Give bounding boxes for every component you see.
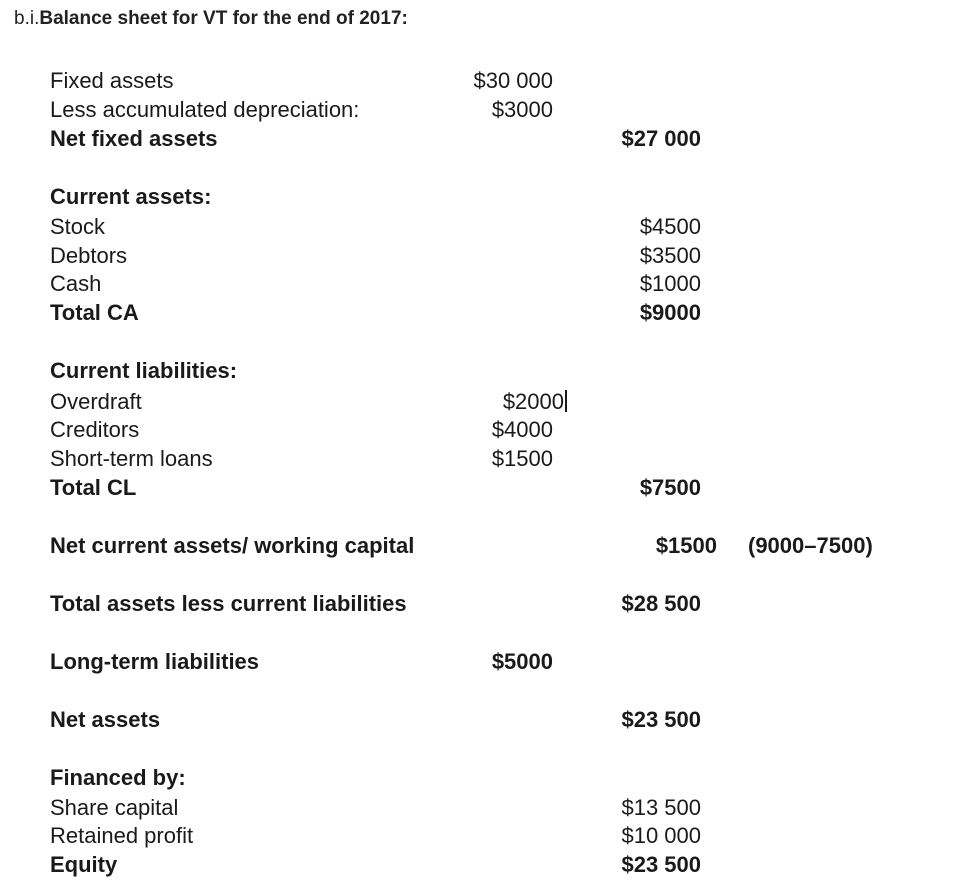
heading-title: Balance sheet for VT for the end of 2017: (39, 8, 408, 29)
row-mid-value: $5000 (491, 649, 553, 674)
row-label: Retained profit (50, 823, 194, 848)
section-heading: Current liabilities: (50, 358, 238, 383)
row-label: Cash (50, 271, 102, 296)
heading-prefix: b.i. (14, 8, 40, 29)
row-equity (0, 851, 967, 879)
row-label: Share capital (50, 795, 179, 820)
row-total-cl (0, 474, 967, 502)
row-cash (0, 270, 967, 298)
row-label: Creditors (50, 417, 140, 442)
row-note: (9000–7500) (748, 533, 873, 558)
row-net-current-assets (0, 532, 967, 560)
row-long-term-liabilities (0, 648, 967, 676)
row-total-assets-less-cl (0, 590, 967, 618)
row-label: Less accumulated depreciation: (50, 97, 360, 122)
row-retained-profit (0, 822, 967, 850)
row-creditors (0, 416, 967, 444)
section-financed-by (0, 764, 967, 792)
row-net-fixed-assets (0, 125, 967, 153)
row-right-value: $4500 (639, 214, 701, 239)
row-mid-value (503, 388, 567, 416)
row-right-value: $13 500 (621, 795, 701, 820)
text-cursor (565, 390, 567, 412)
section-heading: Financed by: (50, 765, 186, 790)
row-mid-value: $4000 (491, 417, 553, 442)
row-debtors (0, 242, 967, 270)
row-right-value: $28 500 (621, 591, 701, 616)
row-mid-value: $3000 (491, 97, 553, 122)
section-heading: Current assets: (50, 184, 212, 209)
row-label: Total CL (50, 475, 137, 500)
row-label: Total assets less current liabilities (50, 591, 407, 616)
section-current-assets (0, 183, 967, 211)
document-heading (14, 8, 408, 30)
row-label: Fixed assets (50, 68, 174, 93)
row-label: Overdraft (50, 389, 142, 414)
row-right-value: $23 500 (621, 852, 701, 877)
row-right-value: $27 000 (621, 126, 701, 151)
row-label: Stock (50, 214, 106, 239)
row-right-value: $3500 (639, 243, 701, 268)
row-net-assets (0, 706, 967, 734)
row-right-value: $1000 (639, 271, 701, 296)
row-label: Debtors (50, 243, 128, 268)
row-stock (0, 213, 967, 241)
row-label: Total CA (50, 300, 139, 325)
row-mid-text: $2000 (502, 389, 564, 414)
row-total-ca (0, 299, 967, 327)
row-mid-value: $1500 (491, 446, 553, 471)
row-label: Net fixed assets (50, 126, 218, 151)
row-label: Short-term loans (50, 446, 213, 471)
row-mid-value: $30 000 (473, 68, 553, 93)
row-right-value: $23 500 (621, 707, 701, 732)
row-right-value: $10 000 (621, 823, 701, 848)
row-label: Net current assets/ working capital (50, 533, 415, 558)
row-overdraft (0, 388, 967, 416)
row-label: Net assets (50, 707, 161, 732)
row-label: Long-term liabilities (50, 649, 260, 674)
section-current-liabilities (0, 357, 967, 385)
row-value: $1500 (655, 533, 717, 558)
row-short-term-loans (0, 445, 967, 473)
row-share-capital (0, 794, 967, 822)
row-less-depreciation (0, 96, 967, 124)
row-fixed-assets (0, 67, 967, 95)
row-right-value: $9000 (639, 300, 701, 325)
row-label: Equity (50, 852, 118, 877)
row-right-value: $7500 (639, 475, 701, 500)
